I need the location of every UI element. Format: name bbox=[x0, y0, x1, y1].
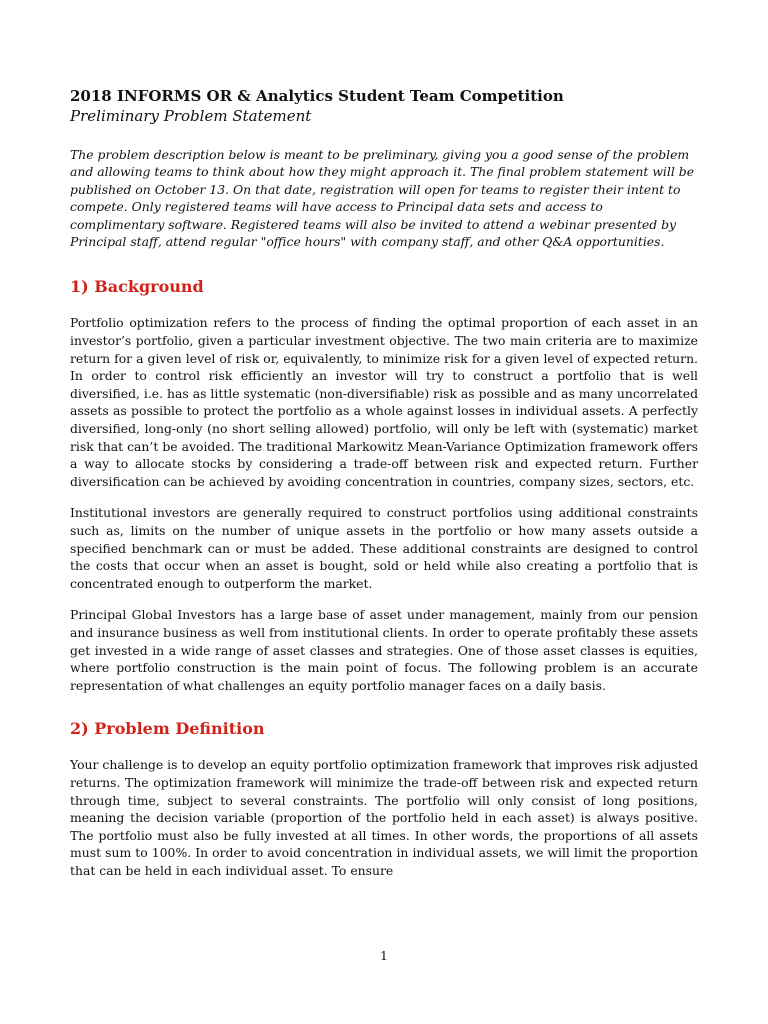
background-paragraph-3: Principal Global Investors has a large base of asset under management, mainly from our pension and insurance business as well from institutional clients. In order to operate profitably these assets get invested in a wide range of asset classes and strategies. One of those asset classes is equities, where portfolio construction is the main point of focus. The following problem is an accurate representation of what challenges an equity portfolio manager faces on a daily basis. bbox=[70, 607, 698, 693]
document-title: 2018 INFORMS OR & Analytics Student Team Competition bbox=[70, 87, 564, 105]
section-heading-background: 1) Background bbox=[70, 277, 204, 297]
background-paragraph-2: Institutional investors are generally required to construct portfolios using additional constraints such as, limits on the number of unique assets in the portfolio or how many assets outside a specified benchmark can or must be added. These additional constraints are designed to control the costs that occur when an asset is bought, sold or held while also creating a portfolio that is concentrated enough to outperform the market. bbox=[70, 505, 698, 591]
background-paragraph-1: Portfolio optimization refers to the process of finding the optimal proportion of each asset in an investor’s portfolio, given a particular investment objective. The two main criteria are to maximize return for a given level of risk or, equivalently, to minimize risk for a given level of expected return. In order to control risk efficiently an investor will try to construct a portfolio that is well diversified, i.e. has as little systematic (non-diversifiable) risk as possible and as many uncorrelated assets as possible to protect the portfolio as a whole against losses in individual assets. A perfectly diversified, long-only (no short selling allowed) portfolio, will only be left with (systematic) market risk that can’t be avoided. The traditional Markowitz Mean-Variance Optimization framework offers a way to allocate stocks by considering a trade-off between risk and expected return. Further diversification can be achieved by avoiding concentration in countries, company sizes, sectors, etc. bbox=[70, 315, 698, 489]
page-number: 1 bbox=[380, 949, 388, 963]
section-heading-problem-definition: 2) Problem Definition bbox=[70, 719, 265, 739]
problem-definition-paragraph-1: Your challenge is to develop an equity portfolio optimization framework that improves risk adjusted returns. The optimization framework will minimize the trade-off between risk and expected return through time, subject to several constraints. The portfolio will only consist of long positions, meaning the decision variable (proportion of the portfolio held in each asset) is always positive. The portfolio must also be fully invested at all times. In other words, the proportions of all assets must sum to 100%. In order to avoid concentration in individual assets, we will limit the proportion that can be held in each individual asset. To ensure bbox=[70, 757, 698, 878]
document-page bbox=[70, 86, 698, 893]
intro-paragraph: The problem description below is meant to be preliminary, giving you a good sense of the problem and allowing teams to think about how they might approach it. The final problem statement will be published on October 13. On that date, registration will open for teams to register their intent to compete. Only registered teams will have access to Principal data sets and access to complimentary software. Registered teams will also be invited to attend a webinar presented by Principal staff, attend regular "office hours" with company staff, and other Q&A opportunities. bbox=[70, 147, 695, 250]
document-subtitle: Preliminary Problem Statement bbox=[70, 107, 312, 125]
